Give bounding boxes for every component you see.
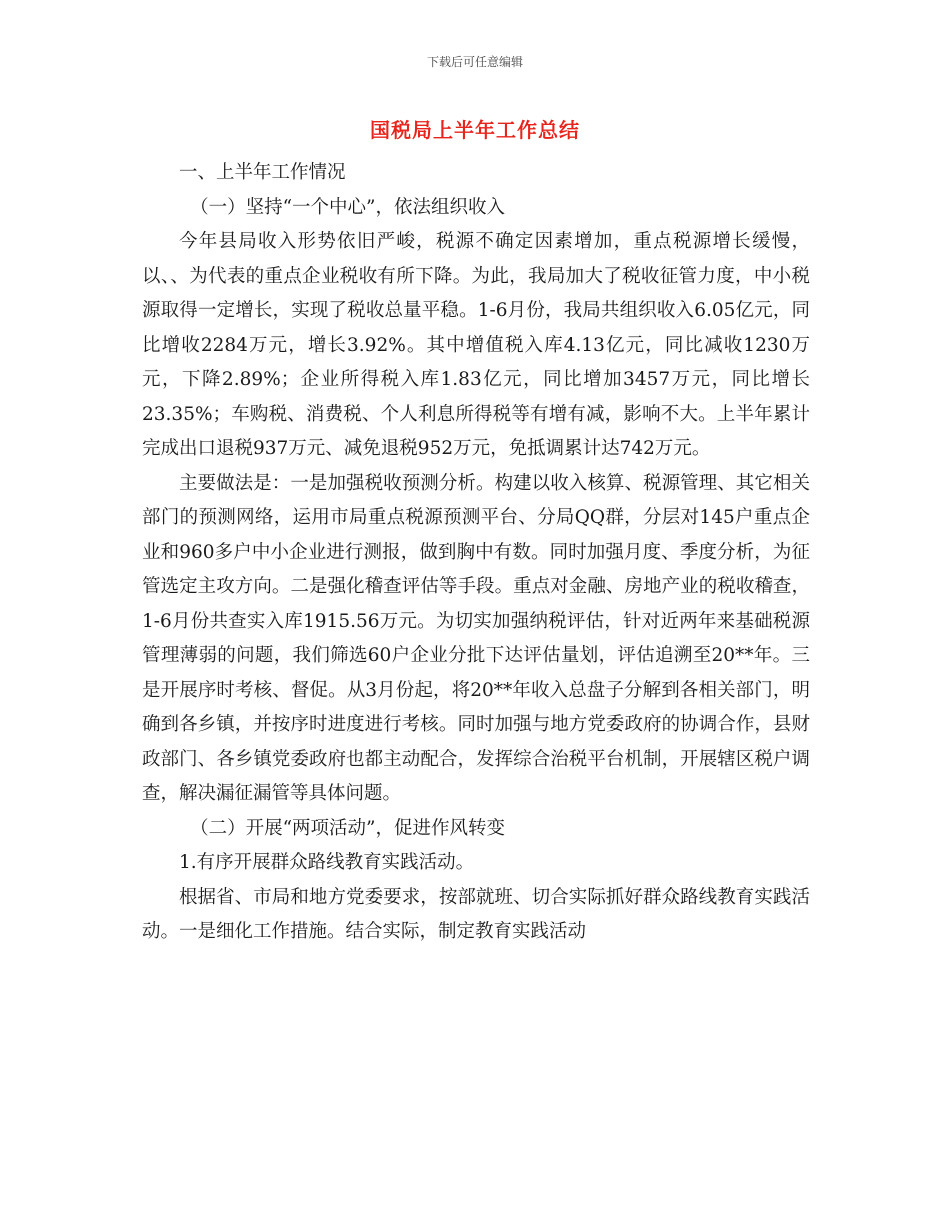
body-paragraph: 主要做法是：一是加强税收预测分析。构建以收入核算、税源管理、其它相关部门的预测网络，运用市局重点税源预测平台、分局QQ群，分层对145户重点企业和960多户中小企业进行测报，做到胸中有数。同时加强月度、季度分析，为征管选定主攻方向。二是强化稽查评估等手段。重点对金融、房地产业的税收稽查，1-6月份共查实入库1915.56万元。为切实加强纳税评估，针对近两年来基础税源管理薄弱的问题，我们筛选60户企业分批下达评估量划，评估追溯至20**年。三是开展序时考核、督促。从3月份起，将20**年收入总盘子分解到各相关部门，明确到各乡镇，并按序时进度进行考核。同时加强与地方党委政府的协调合作，县财政部门、各乡镇党委政府也都主动配合，发挥综合治税平台机制，开展辖区税户调查，解决漏征漏管等具体问题。 [142,472,810,804]
body-paragraph: 今年县局收入形势依旧严峻，税源不确定因素增加，重点税源增长缓慢，以、、为代表的重点企业税收有所下降。为此，我局加大了税收征管力度，中小税源取得一定增长，实现了税收总量平稳。1-6月份，我局共组织收入6.05亿元，同比增收2284万元，增长3.92%。其中增值税入库4.13亿元，同比减收1230万元，下降2.89%；企业所得税入库1.83亿元，同比增加3457万元，同比增长23.35%；车购税、消费税、个人利息所得税等有增有减，影响不大。上半年累计完成出口退税937万元、减免退税952万元，免抵调累计达742万元。 [142,231,810,459]
document-title: 国税局上半年工作总结 [370,118,580,142]
section-heading: 一、上半年工作情况 [179,162,346,183]
document-body [142,156,810,950]
page-header-note: 下载后可任意编辑 [426,55,523,69]
subsection-heading: （一）坚持“一个中心”，依法组织收入 [190,196,506,218]
body-paragraph: 根据省、市局和地方党委要求，按部就班、切合实际抓好群众路线教育实践活动。一是细化工作措施。结合实际，制定教育实践活动 [142,886,810,942]
numbered-item-heading: 1.有序开展群众路线教育实践活动。 [179,852,475,873]
subsection-heading: （二）开展“两项活动”，促进作风转变 [190,817,506,839]
